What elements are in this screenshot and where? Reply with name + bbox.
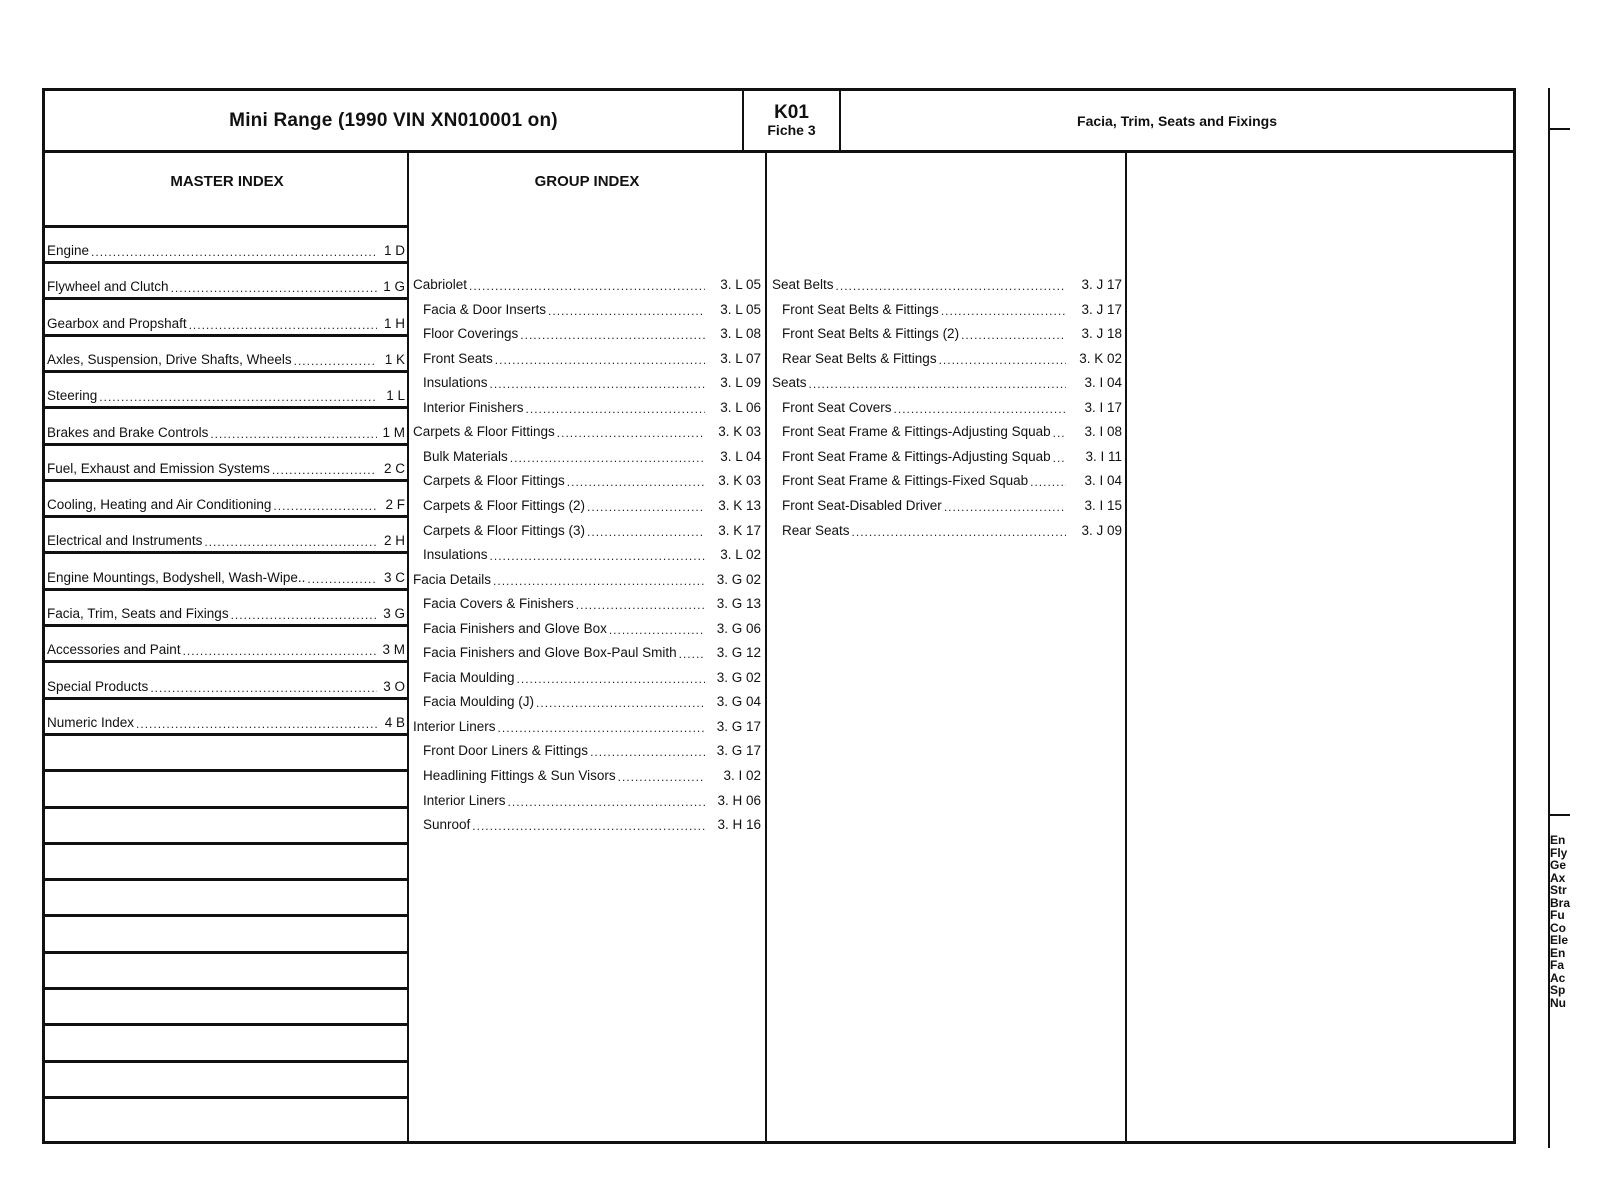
entry-fiche-ref: 3. H 06 — [717, 792, 761, 808]
entry-label: Engine Mountings, Bodyshell, Wash-Wipe.. — [47, 569, 306, 585]
group-index-group-entry[interactable] — [772, 375, 1122, 390]
entry-label: Headlining Fittings & Sun Visors — [423, 768, 616, 783]
entry-label: Front Seat-Disabled Driver — [782, 497, 942, 513]
entry-fiche-ref: 3. L 05 — [720, 277, 761, 292]
entry-label: Numeric Index — [47, 714, 135, 730]
leader-dots — [171, 282, 377, 294]
adjacent-index-abbreviation: Ge — [1550, 858, 1567, 872]
master-index-entry[interactable] — [47, 570, 405, 585]
leader-dots — [273, 500, 377, 512]
fiche-code-box — [742, 91, 841, 150]
entry-label: Facia Finishers and Glove Box-Paul Smith — [423, 645, 677, 661]
group-index-sub-entry[interactable] — [782, 523, 1122, 538]
entry-fiche-ref: 3. H 16 — [717, 817, 761, 833]
adjacent-index-abbreviation: En — [1550, 945, 1566, 960]
leader-dots — [493, 575, 705, 587]
entry-label: Front Seats — [423, 350, 493, 366]
entry-label: Facia, Trim, Seats and Fixings — [47, 606, 229, 621]
group-index-sub-entry[interactable] — [423, 670, 761, 685]
entry-label: Facia Moulding (J) — [423, 694, 535, 710]
entry-fiche-ref: 2 H — [383, 533, 405, 549]
master-index-empty-row — [45, 990, 409, 1026]
master-index-entry[interactable] — [47, 388, 405, 403]
master-index-empty-row — [45, 1063, 409, 1099]
master-index-row — [45, 264, 409, 300]
entry-fiche-ref: 1 K — [384, 351, 405, 367]
section-title: Facia, Trim, Seats and Fixings — [1077, 112, 1277, 129]
leader-dots — [809, 378, 1066, 390]
entry-fiche-ref: 3. J 17 — [1081, 301, 1122, 317]
master-index-empty-row — [45, 736, 409, 772]
entry-label: Axles, Suspension, Drive Shafts, Wheels — [47, 351, 292, 367]
group-index-sub-entry[interactable] — [782, 326, 1122, 341]
entry-fiche-ref: 1 H — [383, 315, 405, 331]
leader-dots — [272, 464, 377, 476]
entry-fiche-ref: 3. I 02 — [723, 768, 761, 783]
group-index-sub-entry[interactable] — [423, 302, 761, 317]
entry-fiche-ref: 3. G 12 — [716, 645, 761, 661]
leader-dots — [231, 609, 377, 621]
entry-label: Carpets & Floor Fittings — [423, 473, 565, 489]
entry-label: Sunroof — [423, 817, 471, 833]
adjacent-index-abbreviation: Fly — [1550, 845, 1568, 860]
master-index-row — [45, 482, 409, 518]
leader-dots — [587, 526, 705, 538]
master-index-row — [45, 627, 409, 663]
entry-fiche-ref: 3. I 15 — [1084, 497, 1122, 513]
group-index-group-entry[interactable] — [413, 572, 761, 587]
entry-fiche-ref: 3. I 17 — [1084, 399, 1122, 415]
master-index-empty-row — [45, 773, 409, 809]
master-index-entry[interactable] — [47, 279, 405, 294]
leader-dots — [469, 280, 705, 292]
entry-label: Brakes and Brake Controls — [47, 424, 209, 440]
adjacent-index-abbreviation: En — [1550, 834, 1566, 847]
entry-label: Electrical and Instruments — [47, 533, 203, 549]
entry-label: Front Seat Covers — [782, 399, 892, 415]
entry-label: Fuel, Exhaust and Emission Systems — [47, 460, 270, 476]
entry-fiche-ref: 3. G 17 — [716, 743, 761, 759]
group-index-sub-entry[interactable] — [423, 498, 761, 513]
leader-dots — [498, 722, 705, 734]
master-index-row — [45, 664, 409, 700]
group-index-sub-entry[interactable] — [782, 473, 1122, 488]
leader-dots — [852, 526, 1066, 538]
leader-dots — [472, 820, 705, 832]
master-index-row — [45, 228, 409, 264]
group-index-sub-entry[interactable] — [423, 694, 761, 709]
leader-dots — [210, 428, 377, 440]
entry-label: Cooling, Heating and Air Conditioning — [47, 497, 272, 513]
group-index-sub-entry[interactable] — [782, 424, 1122, 439]
entry-label: Front Seat Belts & Fittings — [782, 301, 939, 317]
master-index-row — [45, 700, 409, 736]
entry-label: Front Seat Frame & Fittings-Adjusting Squab — [782, 424, 1051, 440]
fiche-number: Fiche 3 — [767, 122, 816, 139]
master-index-entry[interactable] — [47, 642, 405, 657]
leader-dots — [99, 391, 377, 403]
entry-fiche-ref: 3. L 08 — [720, 326, 761, 342]
leader-dots — [557, 427, 705, 439]
entry-fiche-ref: 3 C — [383, 569, 405, 585]
entry-label: Flywheel and Clutch — [47, 279, 169, 295]
adjacent-index-abbreviation: Ac — [1550, 970, 1566, 985]
adjacent-index-abbreviation: Sp — [1550, 983, 1566, 997]
master-index-entry[interactable] — [47, 425, 405, 440]
entry-label: Carpets & Floor Fittings (2) — [423, 497, 586, 513]
adjacent-index-abbreviation: Ax — [1550, 870, 1566, 885]
master-index-entry[interactable] — [47, 243, 405, 258]
column-divider — [1125, 153, 1127, 1141]
entry-label: Rear Seat Belts & Fittings — [782, 350, 937, 366]
entry-fiche-ref: 3. K 03 — [718, 424, 761, 440]
group-index-sub-entry[interactable] — [423, 596, 761, 611]
leader-dots — [894, 403, 1066, 415]
entry-fiche-ref: 3 M — [382, 642, 405, 658]
entry-label: Facia Moulding — [423, 669, 515, 685]
group-index-sub-entry[interactable] — [423, 547, 761, 562]
group-index-group-entry[interactable] — [413, 424, 761, 439]
adjacent-index-abbreviations — [1550, 834, 1600, 1009]
master-index-row — [45, 518, 409, 554]
leader-dots — [307, 573, 377, 585]
entry-label: Insulations — [423, 547, 488, 563]
leader-dots — [836, 280, 1066, 292]
entry-label: Cabriolet — [413, 277, 468, 292]
leader-dots — [91, 246, 377, 258]
entry-fiche-ref: 3. K 03 — [718, 473, 761, 489]
entry-label: Seat Belts — [772, 277, 834, 292]
leader-dots — [510, 452, 705, 464]
leader-dots — [961, 329, 1066, 341]
entry-label: Rear Seats — [782, 522, 850, 538]
adjacent-index-abbreviation: Ele — [1550, 933, 1569, 947]
entry-fiche-ref: 3. K 02 — [1079, 350, 1122, 366]
edge-rule — [1550, 814, 1570, 816]
group-index-sub-entry[interactable] — [423, 326, 761, 341]
leader-dots — [136, 718, 377, 730]
entry-label: Gearbox and Propshaft — [47, 315, 187, 331]
entry-label: Insulations — [423, 375, 488, 391]
entry-fiche-ref: 3. G 02 — [716, 669, 761, 685]
leader-dots — [590, 746, 705, 758]
group-index-sub-entry[interactable] — [423, 768, 761, 783]
leader-dots — [587, 501, 705, 513]
entry-fiche-ref: 3. K 13 — [718, 497, 761, 513]
master-index-row — [45, 410, 409, 446]
adjacent-index-abbreviation: Str — [1550, 883, 1567, 897]
master-index-empty-row — [45, 809, 409, 845]
leader-dots — [183, 645, 377, 657]
group-index-sub-entry[interactable] — [423, 793, 761, 808]
entry-fiche-ref: 3. G 06 — [716, 620, 761, 636]
group-index-sub-entry[interactable] — [423, 621, 761, 636]
leader-dots — [548, 305, 705, 317]
group-index-sub-entry[interactable] — [782, 351, 1122, 366]
master-index-row — [45, 337, 409, 373]
master-index-empty-row — [45, 918, 409, 954]
leader-dots — [609, 624, 705, 636]
master-index-heading: MASTER INDEX — [170, 173, 284, 190]
entry-label: Interior Liners — [423, 792, 506, 808]
master-index-entry[interactable] — [47, 352, 405, 367]
master-index-entry[interactable] — [47, 316, 405, 331]
master-index-entry[interactable] — [47, 497, 405, 512]
entry-fiche-ref: 1 L — [386, 388, 405, 404]
entry-label: Facia Finishers and Glove Box — [423, 620, 607, 636]
leader-dots — [939, 354, 1066, 366]
group-index-group-entry[interactable] — [413, 277, 761, 292]
leader-dots — [294, 355, 377, 367]
entry-fiche-ref: 3. K 17 — [718, 522, 761, 538]
entry-label: Interior Liners — [413, 718, 496, 734]
group-index-sub-entry[interactable] — [423, 645, 761, 660]
master-index-header-box — [45, 153, 409, 228]
leader-dots — [567, 476, 705, 488]
entry-label: Facia & Door Inserts — [423, 301, 547, 317]
entry-label: Seats — [772, 375, 807, 391]
entry-fiche-ref: 4 B — [384, 714, 405, 730]
adjacent-index-abbreviation: Fu — [1550, 908, 1565, 922]
entry-label: Engine — [47, 243, 90, 258]
entry-fiche-ref: 3. I 04 — [1084, 473, 1122, 489]
entry-fiche-ref: 2 C — [383, 460, 405, 476]
group-index-sub-entry[interactable] — [782, 302, 1122, 317]
group-index-sub-entry[interactable] — [782, 498, 1122, 513]
entry-fiche-ref: 3 O — [383, 678, 405, 694]
master-index-row — [45, 591, 409, 627]
entry-fiche-ref: 3. G 02 — [716, 571, 761, 587]
entry-fiche-ref: 3. L 04 — [720, 448, 761, 464]
entry-label: Special Products — [47, 678, 149, 694]
leader-dots — [944, 501, 1066, 513]
master-index-empty-row — [45, 881, 409, 917]
entry-fiche-ref: 3. L 05 — [720, 301, 761, 317]
leader-dots — [490, 378, 705, 390]
entry-label: Interior Finishers — [423, 399, 524, 415]
master-index-entry[interactable] — [47, 533, 405, 548]
entry-label: Accessories and Paint — [47, 642, 181, 658]
entry-label: Facia Details — [413, 571, 492, 587]
entry-label: Front Door Liners & Fittings — [423, 743, 589, 759]
entry-label: Front Seat Belts & Fittings (2) — [782, 326, 960, 342]
group-index-sub-entry[interactable] — [423, 523, 761, 538]
entry-fiche-ref: 2 F — [385, 497, 405, 513]
leader-dots — [517, 673, 705, 685]
leader-dots — [495, 354, 705, 366]
group-index-sub-entry[interactable] — [423, 351, 761, 366]
master-index-row — [45, 555, 409, 591]
entry-fiche-ref: 3. I 08 — [1084, 424, 1122, 440]
entry-label: Facia Covers & Finishers — [423, 596, 574, 612]
entry-fiche-ref: 3. G 13 — [716, 596, 761, 612]
group-index-sub-entry[interactable] — [782, 449, 1122, 464]
master-index-row — [45, 373, 409, 409]
entry-fiche-ref: 1 G — [383, 279, 405, 295]
catalogue-title: Mini Range (1990 VIN XN010001 on) — [229, 109, 558, 131]
entry-label: Carpets & Floor Fittings — [413, 424, 555, 440]
group-index-sub-entry[interactable] — [423, 817, 761, 832]
entry-fiche-ref: 3. I 11 — [1085, 448, 1122, 464]
master-index-row — [45, 446, 409, 482]
leader-dots — [204, 536, 377, 548]
entry-label: Bulk Materials — [423, 448, 508, 464]
group-index-heading: GROUP INDEX — [534, 173, 640, 190]
leader-dots — [679, 648, 705, 660]
entry-label: Floor Coverings — [423, 326, 519, 342]
entry-label: Steering — [47, 388, 98, 404]
group-index-sub-entry[interactable] — [423, 449, 761, 464]
entry-label: Carpets & Floor Fittings (3) — [423, 522, 586, 538]
entry-fiche-ref: 3. J 17 — [1081, 277, 1122, 292]
master-index-entry[interactable] — [47, 461, 405, 476]
fiche-code: K01 — [774, 102, 809, 124]
master-index-entry[interactable] — [47, 606, 405, 621]
group-index-group-entry[interactable] — [772, 277, 1122, 292]
master-index-empty-row — [45, 1027, 409, 1063]
group-index-sub-entry[interactable] — [782, 400, 1122, 415]
adjacent-index-abbreviation: Fa — [1550, 958, 1565, 972]
entry-fiche-ref: 3. G 04 — [716, 694, 761, 710]
leader-dots — [520, 329, 705, 341]
entry-fiche-ref: 3 G — [383, 606, 405, 621]
group-index-sub-entry[interactable] — [423, 473, 761, 488]
master-index-entry[interactable] — [47, 715, 405, 730]
adjacent-index-abbreviation: Nu — [1550, 995, 1566, 1009]
group-index-sub-entry[interactable] — [423, 400, 761, 415]
master-index-empty-row — [45, 954, 409, 990]
entry-fiche-ref: 3. G 17 — [716, 718, 761, 734]
leader-dots — [526, 403, 705, 415]
group-index-sub-entry[interactable] — [423, 375, 761, 390]
leader-dots — [1030, 476, 1066, 488]
entry-label: Front Seat Frame & Fittings-Adjusting Squab — [782, 448, 1051, 464]
entry-fiche-ref: 3. J 09 — [1081, 522, 1122, 538]
index-sheet — [42, 88, 1516, 1144]
master-index-empty-row — [45, 845, 409, 881]
adjacent-index-abbreviation: Bra — [1550, 895, 1571, 910]
leader-dots — [1053, 427, 1066, 439]
entry-fiche-ref: 3. L 07 — [720, 350, 761, 366]
leader-dots — [618, 771, 705, 783]
master-index-row — [45, 301, 409, 337]
entry-fiche-ref: 3. J 18 — [1081, 326, 1122, 342]
edge-rule — [1550, 128, 1570, 130]
leader-dots — [150, 682, 377, 694]
leader-dots — [576, 599, 705, 611]
leader-dots — [941, 305, 1066, 317]
entry-fiche-ref: 1 D — [383, 243, 405, 258]
sheet-header — [45, 91, 1513, 153]
entry-fiche-ref: 3. L 06 — [720, 399, 761, 415]
leader-dots — [536, 697, 705, 709]
master-index-entry[interactable] — [47, 679, 405, 694]
adjacent-index-abbreviation: Co — [1550, 920, 1566, 935]
leader-dots — [508, 796, 705, 808]
entry-fiche-ref: 1 M — [382, 424, 405, 440]
entry-label: Front Seat Frame & Fittings-Fixed Squab — [782, 473, 1029, 489]
group-index-sub-entry[interactable] — [423, 743, 761, 758]
entry-fiche-ref: 3. L 02 — [720, 547, 761, 563]
entry-fiche-ref: 3. I 04 — [1084, 375, 1122, 391]
entry-fiche-ref: 3. L 09 — [720, 375, 761, 391]
leader-dots — [490, 550, 705, 562]
leader-dots — [189, 319, 377, 331]
leader-dots — [1053, 452, 1066, 464]
group-index-group-entry[interactable] — [413, 719, 761, 734]
column-divider — [765, 153, 767, 1141]
